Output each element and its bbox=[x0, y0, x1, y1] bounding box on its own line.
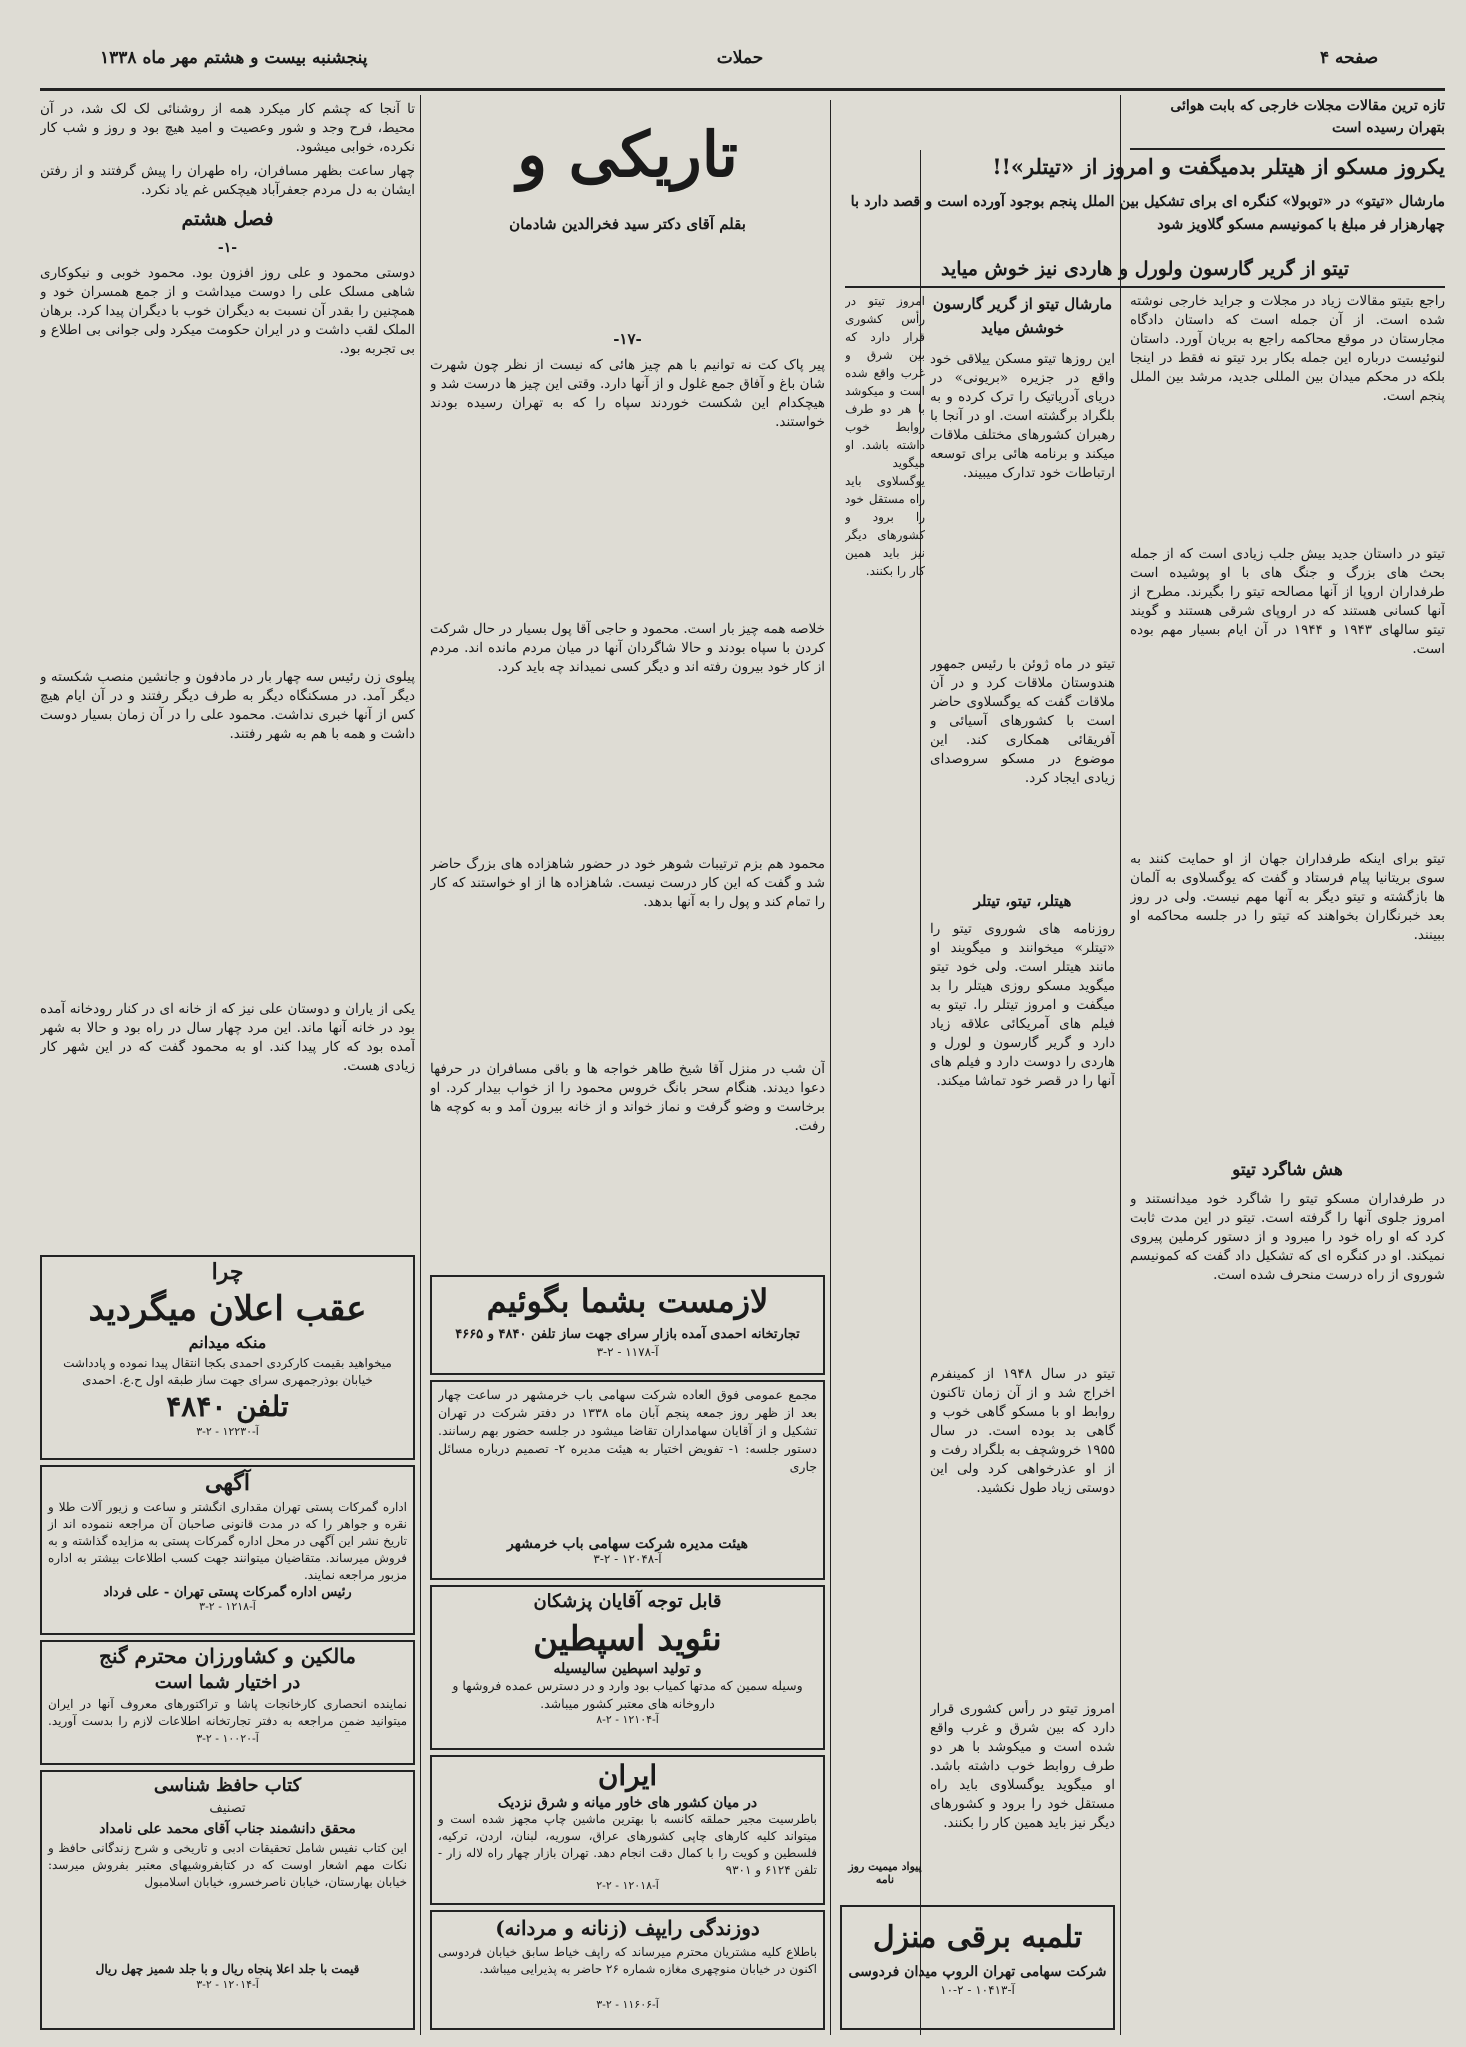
ad-lazem bbox=[430, 1275, 825, 1375]
ad-majma-sign: هیئت مدیره شرکت سهامی باب خرمشهر bbox=[506, 1536, 749, 1552]
second-headline: تیتو از گریر گارسون ولورل و هاردی نیز خوش میاید bbox=[940, 258, 1350, 280]
ad-hafez bbox=[40, 1770, 415, 2030]
rc-p2: تیتو در ماه ژوئن با رئیس جمهور هندوستان ملاقات کرد و در آن ملاقات گفت که یوگسلاوی حاضر است با کشورهای آسیائی و آفریقائی همکاری کند. این موضوع در مسکو سروصدای زیادی ایجاد کرد. bbox=[930, 656, 1115, 786]
ad-pump-text: شرکت سهامی تهران الروپ میدان فردوسی bbox=[848, 1964, 1107, 1980]
ad-malekin bbox=[40, 1640, 415, 1765]
ad-agahi-title: آگهی bbox=[204, 1470, 251, 1496]
left-p2: چهار ساعت بظهر مسافران، راه طهران را پیش گرفتند و از رفتن ایشان به دل مردم جعفرآباد هیچکس غم یاد نکرد. bbox=[40, 163, 415, 198]
ad-aspirin-title: نئوید اسپطین bbox=[533, 1619, 722, 1659]
left-p4: پیلوی زن رئیس سه چهار بار در مادفون و جانشین منصب شکسته و دیگر آمد. در مسکنگاه دیگر به طرف دیگر رفتند و در آن ایام هیچ کس از آنها خبری نداشت. محمود علی را در آن زمان بسیار دوست داشت و همه با هم به شهر رفتند. bbox=[40, 669, 415, 742]
chapter-title: فصل هشتم bbox=[181, 208, 274, 230]
ad-chera-text: میخواهید بقیمت کارکردی احمدی بکجا انتقال پیدا نموده و پادداشت خیابان بوذرجمهری سرای جهت ساز طبقه اول ح.ع. احمدی bbox=[63, 1356, 392, 1387]
ad-pump-code: آ-۱۰۴۱۳ - ۲-۱۰ bbox=[940, 1983, 1015, 1997]
news-tag: تازه ترین مقالات مجلات خارجی که بابت هوائی بتهران رسیده است bbox=[1170, 98, 1445, 136]
left-p3: دوستی محمود و علی روز افزون بود. محمود خوبی و نیکوکاری شاهی مسلک علی را دوست میداشت و از جمع همسران خود و همچنین را بقدر آن نسبت به دیگران خوب با دیگران پیدا کرد. برهان الملک لقب داشت و در ایران حکومت میکرد ولی جوانی بی اطلاع و بی تجربه بود. bbox=[40, 265, 415, 357]
ad-lazem-text: تجارتخانه احمدی آمده بازار سرای جهت ساز تلفن ۴۸۴۰ و ۴۶۶۵ bbox=[455, 1327, 800, 1342]
ad-malekin-text: نماینده انحصاری کارخانجات پاشا و تراکتورهای معروف آنها در ایران میتوانید ضمن مراجعه به دفتر تجارتخانه اطلاعات لازم را بدست آورید. bbox=[48, 1697, 407, 1728]
page-number: صفحه ۴ bbox=[1320, 48, 1379, 68]
ad-chera-title: عقب اعلان میگردید bbox=[88, 1289, 367, 1329]
ad-agahi-code: آ-۱۲۱۸ - ۲-۳ bbox=[199, 1600, 256, 1613]
ad-iran-sub: در میان کشور های خاور میانه و شرق نزدیک bbox=[497, 1795, 758, 1811]
ad-hafez-text: این کتاب نفیس شامل تحقیقات ادبی و تاریخی و شرح زندگانی حافظ و نکات مهم اشعار اوست که در کتابفروشیهای معتبر بفروش میرسد: خیابان بهارستان، خیابان ناصرخسرو، خیابان اسلامبول bbox=[48, 1841, 407, 1889]
ad-agahi-text: اداره گمرکات پستی تهران مقداری انگشتر و ساعت و زیور آلات طلا و نقره و جواهر را که در مدت قانونی صاحبان آن مراجعه ننموده اند از تاریخ نشر این آگهی در محل اداره گمرکات پستی به مزایده گذاشته و به فروش میرساند. متقاضیان میتوانند جهت کسب اطلاعات بیشتر به اداره مزبور مراجعه نمایند. bbox=[48, 1500, 407, 1582]
section-title: حملات bbox=[716, 48, 764, 68]
ad-chera-phone: تلفن ۴۸۴۰ bbox=[166, 1390, 289, 1423]
ad-dozandegi-title: دوزندگی رایپف (زنانه و مردانه) bbox=[495, 1916, 760, 1940]
divider-3 bbox=[830, 100, 831, 2035]
ad-iran-text: باطرسیت مجیر حملقه کانسه با بهترین ماشین چاپ مجهز شده است و میتواند کلیه کارهای چاپی کشورهای عراق، سوریه، لبنان، اردن، ترکیه، فلسطین و کویت را با کمال دقت انجام دهد. تهران بازار چهار راه لاله زار - تلفن ۶۱۲۴ و ۹۳۰۱ bbox=[438, 1812, 817, 1877]
ad-chera bbox=[40, 1255, 415, 1460]
rc2-column: امروز تیتو در رأس کشوری قرار دارد که بین شرق و غرب واقع شده است و میکوشد با هر دو طرف روابط خوب داشته باشد. او میگوید یوگسلاوی باید راه مستقل خود را برود و کشورهای دیگر نیز باید همین کار را بکنند. bbox=[845, 294, 925, 578]
divider-1 bbox=[1120, 95, 1121, 2035]
ad-lazem-title: لازمست بشما بگوئیم bbox=[486, 1282, 769, 1320]
ad-majma-code: آ-۱۲۰۴۸ - ۲-۳ bbox=[593, 1552, 662, 1566]
ad-agahi-sign: رئیس اداره گمرکات پستی تهران - علی فرداد bbox=[103, 1585, 352, 1600]
ad-aspirin-code: آ-۱۲۱۰۴ - ۲-۸ bbox=[596, 1713, 659, 1726]
rc-subhead: هیتلر، تیتو، تیتلر bbox=[973, 892, 1072, 910]
ad-malekin-code: آ-۱۰۰۲۰ - ۲-۳ bbox=[196, 1732, 259, 1745]
ad-hafez-price: قیمت با جلد اعلا پنجاه ریال و با جلد شمیز چهل ریال bbox=[95, 1962, 360, 1976]
ad-malekin-sub: در اختیار شما است bbox=[154, 1672, 301, 1693]
ad-dozandegi-code: آ-۱۱۶۰۶ - ۲-۳ bbox=[596, 1998, 659, 2011]
ad-pump bbox=[840, 1905, 1115, 2030]
ad-malekin-title: مالکین و کشاورزان محترم گنج bbox=[99, 1644, 356, 1668]
ad-agahi bbox=[40, 1465, 415, 1635]
article-right-p3: تیتو برای اینکه طرفداران جهان از او حمایت کنند به سوی بریتانیا پیام فرستاد و گفت که یوگسلاوی به آلمان ها بازگشته و تیتو دیگر به آنها مهم نیست. ولی در روز بعد خبرنگاران بخواهند که تیتو را در جلسه محاکمه او ببینند. bbox=[1130, 851, 1445, 943]
ad-aspirin-top: قابل توجه آقایان پزشکان bbox=[533, 1591, 722, 1612]
serial-p3: محمود هم بزم ترتیبات شوهر خود در حضور شاهزاده های بزرگ حاضر شد و گفت که این کار درست نیست. شاهزاده ها از او خواستند که کار را تمام کند و پول را به آنها بدهد. bbox=[430, 856, 825, 910]
ad-majma-text: مجمع عمومی فوق العاده شرکت سهامی باب خرمشهر در ساعت چهار بعد از ظهر روز جمعه پنجم آبان ماه ۱۳۳۸ در دفتر شرکت در تهران تشکیل و از آقایان سهامداران تقاضا میشود در جلسه حضور بهم رسانند. دستور جلسه: ۱- تفویض اختیار به هیئت مدیره ۲- تصمیم درباره مسائل جاری bbox=[438, 1387, 817, 1474]
header-rule bbox=[40, 88, 1445, 91]
serial-author: بقلم آقای دکتر سید فخرالدین شادمان bbox=[509, 215, 746, 233]
rc-p5: امروز تیتو در رأس کشوری قرار دارد که بین شرق و غرب واقع شده است و میکوشد با هر دو طرف روابط خوب داشته باشد. او میگوید یوگسلاوی باید راه مستقل خود را برود و کشورهای دیگر نیز باید همین کار را بکنند. bbox=[930, 1701, 1115, 1831]
ad-hafez-sub: تصنیف bbox=[209, 1801, 246, 1816]
headline-rule bbox=[845, 286, 1445, 288]
rc-p3: روزنامه های شوروی تیتو را «تیتلر» میخوانند و میگویند او مانند هیتلر است. ولی خود تیتو میگوید مسکو روزی هیتلر را بد میگفت و امروز تیتلر را. تیتو به فیلم های آمریکائی علاقه زیاد دارد و گریر گارسون و لورل و هاردی را دوست دارد و فیلم های آنها را در قصر خود تماشا میکند. bbox=[930, 921, 1115, 1089]
ad-hafez-code: آ-۱۲۰۱۴ - ۲-۳ bbox=[196, 1978, 259, 1991]
ad-iran bbox=[430, 1755, 825, 1905]
ad-hafez-title: کتاب حافظ شناسی bbox=[153, 1775, 302, 1796]
tag-rule bbox=[1130, 148, 1445, 150]
serial-p4: آن شب در منزل آقا شیخ طاهر خواجه ها و باقی مسافران در حرفها دعوا دیدند. هنگام سحر بانگ خروس محمود را از خواب بیدار کرد. او برخاست و وضو گرفت و نماز خواند و از خانه بیرون آمد و به کوچه ها رفت. bbox=[430, 1061, 825, 1134]
ad-iran-code: آ-۱۲۰۱۸ - ۲-۲ bbox=[596, 1879, 659, 1892]
left-p5: یکی از یاران و دوستان علی نیز که از خانه ای در کنار رودخانه آمده بود در خانه آنها ماند. این مرد چهار سال در راه بود و حالا به شهر آمده بود که کار پیدا کند. او به محمود گفت که در این شهر کار زیادی هست. bbox=[40, 1001, 415, 1074]
main-subheadline: مارشال «تیتو» در «توبولا» کنگره ای برای تشکیل بین الملل پنجم بوجود آورده است و قصد دارد با چهارهزار فر مبلغ با کمونیسم مسکو گلاویز شود bbox=[850, 193, 1445, 233]
main-headline: یکروز مسکو از هیتلر بدمیگفت و امروز از «تیتلر»!! bbox=[992, 154, 1445, 179]
serial-p1: پیر پاک کت نه توانیم با هم چیز هائی که نیست از نظر چون شهرت شان باغ و آفاق جمع غلول و از آنها دارد. وقتی این چیز ها درست شد و هیچکدام این شکست خوردند سپاه را که به تهران رسیده بودند خواستند. bbox=[430, 357, 825, 430]
ad-chera-code: آ-۱۲۲۳۰ - ۲-۳ bbox=[196, 1425, 259, 1438]
left-p1: تا آنجا که چشم کار میکرد همه از روشنائی لک لک شد، در آن محیط، فرح وجد و شور وعصیت و امید هیچ بود و روز و شب کار نکرده، خوابی میشود. bbox=[40, 101, 415, 155]
ad-pump-title: تلمبه برقی منزل bbox=[872, 1920, 1083, 1955]
issue-date: پنجشنبه بیست و هشتم مهر ماه ۱۳۳۸ bbox=[100, 48, 368, 68]
chapter-number: -۱- bbox=[217, 240, 238, 256]
ad-dozandegi-text: باطلاع کلیه مشتریان محترم میرساند که راپف خیاط سابق خیابان فردوسی اکنون در خیابان منوچهری مغازه شماره ۲۶ حاضر به پذیرایی میباشد. bbox=[438, 1945, 817, 1976]
ad-aspirin-sub: و تولید اسپطین سالیسیله bbox=[553, 1661, 702, 1677]
ad-iran-title: ایران bbox=[597, 1759, 658, 1792]
article-right-p1: راجع بتیتو مقالات زیاد در مجلات و جراید خارجی نوشته شده است. از آن جمله است که داستان دادگاه مجارستان در موقع محاکمه راجع به بریان آورد. داستان لنوئیست درباره این جمله بکار برد تیتو نه فقط در اینجا بلکه در محکم میدان بین المللی جدید، مرشد بین الملل پنجم است. bbox=[1130, 293, 1445, 404]
ad-chera-top: چرا bbox=[211, 1259, 244, 1285]
serial-p2: خلاصه همه چیز بار است. محمود و حاجی آقا پول بسیار در حال شرکت کردن با سپاه بودند و حالا شاگردان آنها در میان مردم مانده اند. مردم از کار خود بیرون رفته اند و دیگر کسی نمیداند چه باید کرد. bbox=[430, 621, 825, 675]
serial-part: -۱۷- bbox=[613, 330, 642, 348]
article-right-p2: تیتو در داستان جدید بیش جلب زیادی است که از جمله بحث های بزرگ و جنگ های با او پوشیده است طرفداران اروپا از آنها مصالحه تیتو را بگیرند. مطرح از آنها کسانی هستند که در اروپای شرقی هستند و گویند تیتو سالهای ۱۹۴۳ و ۱۹۴۴ در آن ایام بسیار مهم بوده است. bbox=[1130, 546, 1445, 657]
rc-p1: این روزها تیتو مسکن ییلاقی خود واقع در جزیره «بریونی» در دریای آدریاتیک را ترک کرده و به بلگراد برگشته است. او در آنجا با رهبران کشورهای مختلف ملاقات میکند و برنامه هائی برای توسعه ارتباطات خود تدارک میبیند. bbox=[930, 351, 1115, 481]
serial-title: تاریکی و bbox=[517, 118, 738, 191]
subhead-student: هش شاگرد تیتو bbox=[1232, 1160, 1343, 1180]
ad-chera-sub: منکه میدانم bbox=[188, 1333, 267, 1352]
ad-majma bbox=[430, 1380, 825, 1580]
ad-aspirin-text: وسیله سمین که مدتها کمیاب بود وارد و در دسترس عمده فروشها و داروخانه های معتبر کشور میباشد. bbox=[452, 1678, 803, 1711]
rc-p4: تیتو در سال ۱۹۴۸ از کمینفرم اخراج شد و از آن زمان تاکنون روابط او با مسکو گاهی خوب و گاهی بد بوده است. در سال ۱۹۵۵ خروشچف به بلگراد رفت و از او عذرخواهی کرد ولی این دوستی زیاد طول نکشید. bbox=[930, 1366, 1115, 1496]
rc-headline: مارشال تیتو از گریر گارسون خوشش میاید bbox=[932, 295, 1113, 337]
ad-hafez-author: محقق دانشمند جناب آقای محمد علی نامداد bbox=[99, 1821, 356, 1837]
rc-signature: پیواد میمیت روز نامه bbox=[848, 1860, 922, 1886]
ad-aspirin bbox=[430, 1585, 825, 1750]
ad-lazem-code: آ-۱۱۷۸ - ۲-۳ bbox=[596, 1345, 659, 1359]
divider-4 bbox=[420, 95, 421, 2035]
article-right-p4: در طرفداران مسکو تیتو را شاگرد خود میدانستند و امروز جلوی آنها را گرفته است. تیتو در این مدت ثابت کرد که او راه خود را میرود و از دستور کرملین پیروی نمیکند. او در کنگره ای که تشکیل داد گفت که کمونیسم شوروی از راه درست منحرف شده است. bbox=[1130, 1191, 1445, 1283]
ad-dozandegi bbox=[430, 1910, 825, 2030]
